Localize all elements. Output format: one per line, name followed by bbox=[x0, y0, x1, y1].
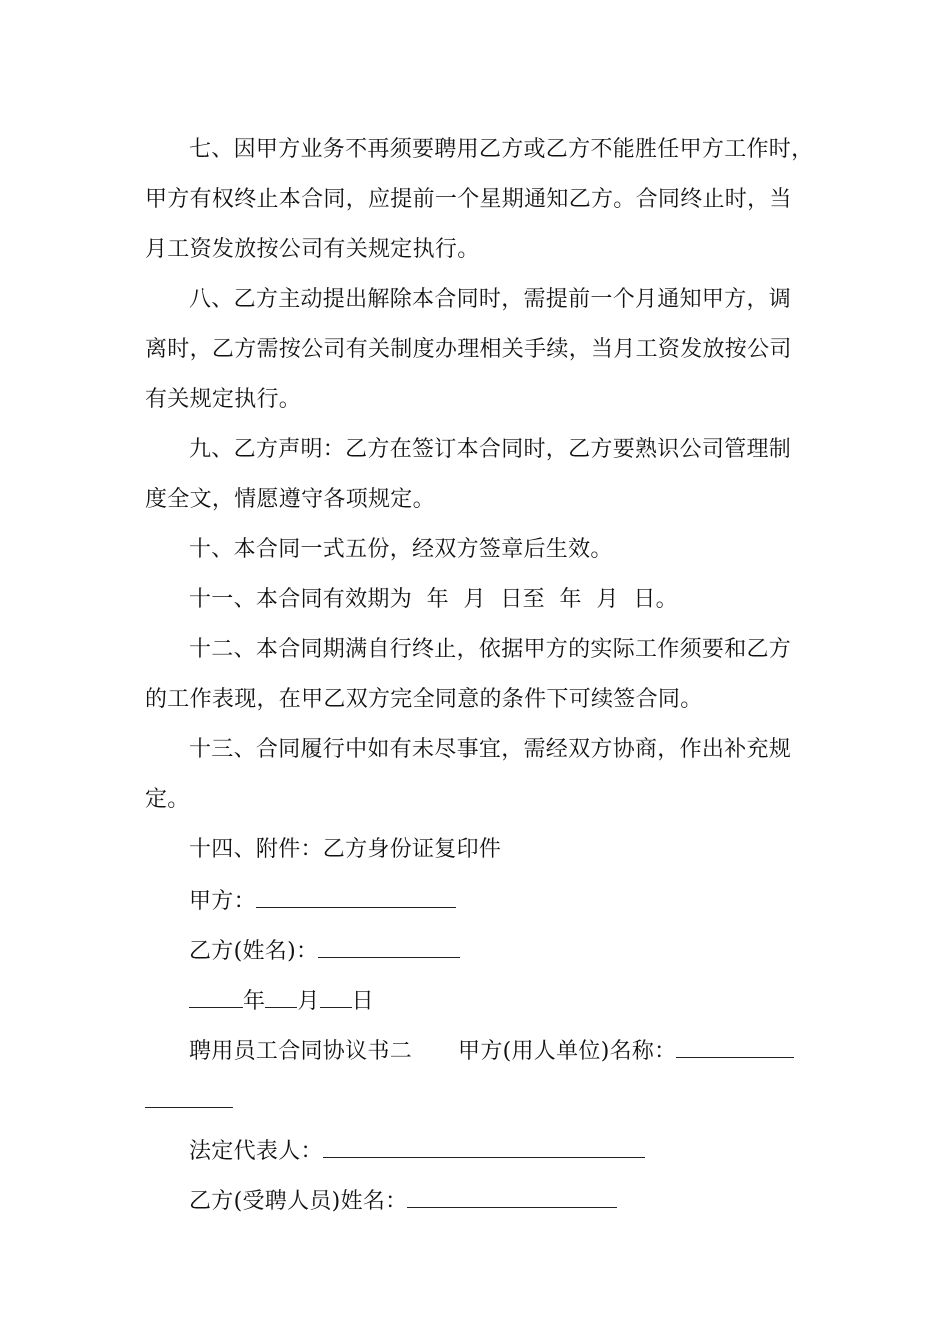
legal-rep-label: 法定代表人： bbox=[189, 1139, 323, 1164]
day-label: 日 bbox=[351, 989, 374, 1014]
employer-name-blank[interactable] bbox=[676, 1035, 794, 1058]
party-a-row bbox=[189, 885, 456, 917]
date-row bbox=[189, 985, 374, 1017]
day-blank[interactable] bbox=[320, 985, 352, 1008]
clause-13-line-2: 定。 bbox=[145, 787, 190, 812]
clause-7-line-3: 月工资发放按公司有关规定执行。 bbox=[145, 237, 480, 262]
legal-rep-row bbox=[189, 1135, 645, 1167]
clause-12-line-2: 的工作表现，在甲乙双方完全同意的条件下可续签合同。 bbox=[145, 687, 703, 712]
party-b-name-blank[interactable] bbox=[318, 935, 460, 958]
clause-10: 十、本合同一式五份，经双方签章后生效。 bbox=[189, 537, 613, 562]
month-blank[interactable] bbox=[265, 985, 297, 1008]
year-blank[interactable] bbox=[189, 985, 243, 1008]
employer-label: 甲方(用人单位)名称： bbox=[458, 1039, 677, 1064]
clause-8-line-1: 八、乙方主动提出解除本合同时，需提前一个月通知甲方，调 bbox=[189, 287, 792, 312]
clause-7-line-2: 甲方有权终止本合同，应提前一个星期通知乙方。合同终止时，当 bbox=[145, 187, 792, 212]
employee-label: 乙方(受聘人员)姓名： bbox=[189, 1189, 408, 1214]
month-label: 月 bbox=[297, 989, 320, 1014]
clause-12-line-1: 十二、本合同期满自行终止，依据甲方的实际工作须要和乙方 bbox=[189, 637, 792, 662]
employee-row bbox=[189, 1185, 617, 1217]
legal-rep-blank[interactable] bbox=[323, 1135, 645, 1158]
year-label: 年 bbox=[243, 989, 266, 1014]
clause-8-line-2: 离时，乙方需按公司有关制度办理相关手续，当月工资发放按公司 bbox=[145, 337, 792, 362]
second-contract-title: 聘用员工合同协议书二 bbox=[189, 1039, 413, 1064]
clause-7-line-1: 七、因甲方业务不再须要聘用乙方或乙方不能胜任甲方工作时， bbox=[189, 137, 814, 162]
clause-11: 十一、本合同有效期为 年 月 日至 年 月 日。 bbox=[189, 587, 678, 612]
party-a-signature-blank[interactable] bbox=[256, 885, 456, 908]
clause-8-line-3: 有关规定执行。 bbox=[145, 387, 302, 412]
employee-name-blank[interactable] bbox=[407, 1185, 617, 1208]
clause-14: 十四、附件：乙方身份证复印件 bbox=[189, 837, 502, 862]
party-b-row bbox=[189, 935, 460, 967]
party-a-label: 甲方： bbox=[189, 889, 256, 914]
clause-13-line-1: 十三、合同履行中如有未尽事宜，需经双方协商，作出补充规 bbox=[189, 737, 792, 762]
clause-9-line-1: 九、乙方声明：乙方在签订本合同时，乙方要熟识公司管理制 bbox=[189, 437, 792, 462]
party-b-label: 乙方(姓名)： bbox=[189, 939, 319, 964]
second-contract-row bbox=[189, 1035, 794, 1067]
employer-name-continuation-row bbox=[145, 1085, 233, 1117]
clause-9-line-2: 度全文，情愿遵守各项规定。 bbox=[145, 487, 435, 512]
employer-name-blank-continued[interactable] bbox=[145, 1085, 233, 1108]
